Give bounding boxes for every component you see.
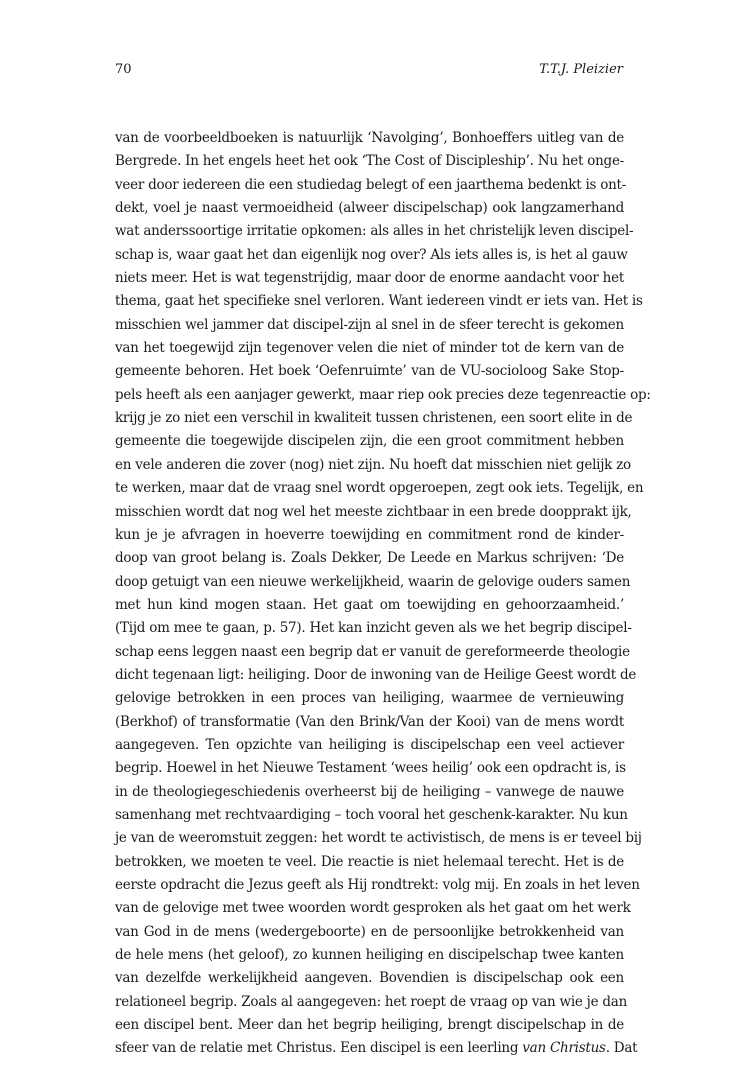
text-line: schap eens leggen naast een begrip dat er vanuit de gereformeerde theologie [115, 643, 630, 660]
text-line: in de theologiegeschiedenis overheerst bij de heiliging – vanwege de nauwe [115, 783, 624, 800]
text-line-end: . Dat [605, 1040, 638, 1057]
text-line: gemeente behoren. Het boek ‘Oefenruimte’ van de VU-socioloog Sake Stop- [115, 363, 624, 380]
running-head-author: T.T.J. Pleizier [539, 62, 623, 77]
text-line: gelovige betrokken in een proces van heiliging, waarmee de vernieuwing [115, 690, 624, 707]
text-line: schap is, waar gaat het dan eigenlijk nog over? Als iets alles is, is het al gauw [115, 246, 628, 263]
text-line: gemeente die toegewijde discipelen zijn, die een groot commitment hebben [115, 433, 624, 450]
text-line: (Berkhof) of transformatie (Van den Brink/Van der Kooi) van de mens wordt [115, 713, 624, 730]
text-line: van het toegewijd zijn tegenover velen die niet of minder tot de kern van de [115, 340, 624, 357]
text-line: van de gelovige met twee woorden wordt gesproken als het gaat om het werk [115, 900, 631, 917]
text-line: de hele mens (het geloof), zo kunnen heiliging en discipelschap twee kanten [115, 947, 624, 964]
text-line: van dezelfde werkelijkheid aangeven. Bovendien is discipelschap ook een [115, 970, 624, 987]
text-line: van God in de mens (wedergeboorte) en de persoonlijke betrokkenheid van [115, 923, 624, 940]
text-line: te werken, maar dat de vraag snel wordt opgeroepen, zegt ook iets. Tegelijk, en [115, 480, 644, 497]
text-line: wat anderssoortige irritatie opkomen: als alles in het christelijk leven discipel- [115, 223, 634, 240]
text-line: je van de weeromstuit zeggen: het wordt te activistisch, de mens is er teveel bij [115, 830, 642, 847]
italic-phrase: van Christus [522, 1040, 606, 1057]
text-line: (Tijd om mee te gaan, p. 57). Het kan inzicht geven als we het begrip discipel- [115, 620, 632, 637]
text-line: van de voorbeeldboeken is natuurlijk ‘Navolging’, Bonhoeffers uitleg van de [115, 130, 624, 146]
text-line: Bergrede. In het engels heet het ook ‘The Cost of Discipleship’. Nu het onge- [115, 153, 624, 170]
text-line: aangegeven. Ten opzichte van heiliging is discipelschap een veel actiever [115, 736, 624, 753]
text-line: misschien wel jammer dat discipel-zijn al snel in de sfeer terecht is gekomen [115, 316, 624, 333]
text-line: niets meer. Het is wat tegenstrijdig, maar door de enorme aandacht voor het [115, 270, 624, 287]
text-line: dicht tegenaan ligt: heiliging. Door de inwoning van de Heilige Geest wordt de [115, 666, 637, 683]
text-line: doop getuigt van een nieuwe werkelijkheid, waarin de gelovige ouders samen [115, 573, 631, 590]
text-line: en vele anderen die zover (nog) niet zijn. Nu hoeft dat misschien niet gelijk zo [115, 456, 631, 473]
text-line: relationeel begrip. Zoals al aangegeven: het roept de vraag op van wie je dan [115, 993, 628, 1010]
text-line: met hun kind mogen staan. Het gaat om toewijding en gehoorzaamheid.’ [115, 596, 624, 613]
text-line: kun je je afvragen in hoeverre toewijding en commitment rond de kinder- [115, 526, 624, 543]
body-text [115, 127, 651, 1061]
text-line: betrokken, we moeten te veel. Die reactie is niet helemaal terecht. Het is de [115, 853, 624, 870]
text-line: begrip. Hoewel in het Nieuwe Testament ‘wees heilig’ ook een opdracht is, is [115, 760, 626, 777]
text-line: doop van groot belang is. Zoals Dekker, De Leede en Markus schrijven: ‘De [115, 550, 624, 567]
text-line: samenhang met rechtvaardiging – toch vooral het geschenk-karakter. Nu kun [115, 806, 628, 823]
text-line: eerste opdracht die Jezus geeft als Hij rondtrekt: volg mij. En zoals in het leven [115, 877, 640, 893]
text-line-start: sfeer van de relatie met Christus. Een discipel is een leerling [115, 1040, 523, 1057]
text-line: misschien wordt dat nog wel het meeste zichtbaar in een brede doopprakt ijk, [115, 503, 632, 520]
text-line [115, 1037, 638, 1060]
page-header [115, 62, 623, 82]
text-line: krijg je zo niet een verschil in kwaliteit tussen christenen, een soort elite in de [115, 410, 633, 427]
text-line: een discipel bent. Meer dan het begrip heiliging, brengt discipelschap in de [115, 1017, 624, 1034]
text-line: pels heeft als een aanjager gewerkt, maar riep ook precies deze tegenreactie op: [115, 386, 651, 403]
text-line: veer door iedereen die een studiedag belegt of een jaarthema bedenkt is ont- [115, 176, 627, 193]
page-number: 70 [115, 62, 132, 77]
text-line: thema, gaat het specifieke snel verloren. Want iedereen vindt er iets van. Het is [115, 293, 643, 310]
text-line: dekt, voel je naast vermoeidheid (alweer discipelschap) ook langzamerhand [115, 200, 624, 217]
